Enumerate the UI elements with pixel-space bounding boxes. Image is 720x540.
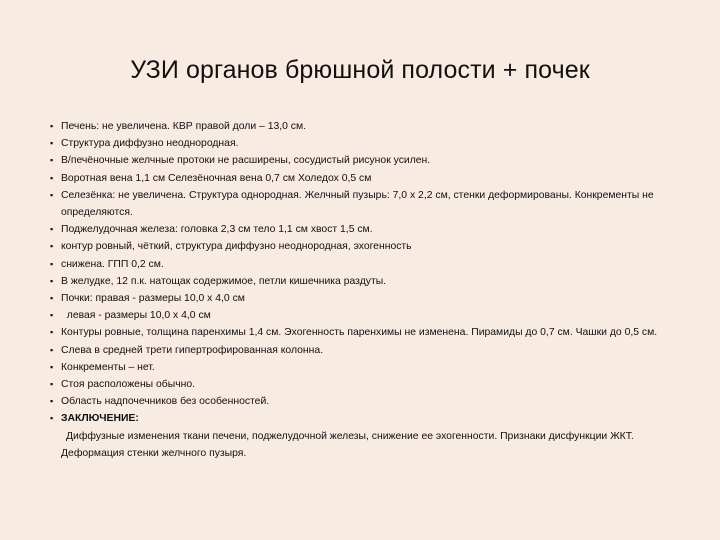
list-item xyxy=(50,170,680,187)
slide-title: УЗИ органов брюшной полости + почек xyxy=(130,56,590,84)
list-item-text: левая - размеры 10,0 х 4,0 см xyxy=(61,310,211,322)
list-item xyxy=(50,187,680,221)
bullet-icon: ▪ xyxy=(50,155,54,166)
bullet-icon: ▪ xyxy=(50,293,54,304)
conclusion-heading-item xyxy=(50,410,680,427)
bullet-icon: ▪ xyxy=(50,344,54,355)
list-item xyxy=(50,307,680,324)
list-item-text: Слева в средней трети гипертрофированная колонна. xyxy=(61,344,324,356)
list-item xyxy=(50,238,680,255)
bullet-icon: ▪ xyxy=(50,121,54,131)
list-item-text: снижена. ГПП 0,2 см. xyxy=(61,258,164,270)
list-item-text: Селезёнка: не увеличена. Структура однородная. Желчный пузырь: 7,0 х 2,2 см, стенки деформированы. Конкременты не определяются. xyxy=(61,189,654,219)
bullet-icon: ▪ xyxy=(50,327,54,338)
bullet-icon: ▪ xyxy=(50,310,54,321)
list-item-text: Структура диффузно неоднородная. xyxy=(61,138,239,150)
bullet-icon: ▪ xyxy=(50,361,54,372)
list-item-text: В/печёночные желчные протоки не расширены, сосудистый рисунок усилен. xyxy=(61,155,431,167)
list-item xyxy=(50,118,680,135)
list-item xyxy=(50,324,680,341)
list-item xyxy=(50,273,680,290)
list-item-text: Воротная вена 1,1 см Селезёночная вена 0,7 см Холедох 0,5 см xyxy=(61,172,372,184)
bullet-icon: ▪ xyxy=(50,138,54,149)
conclusion-heading: ЗАКЛЮЧЕНИЕ: xyxy=(61,413,139,425)
list-item-text: Стоя расположены обычно. xyxy=(61,379,196,391)
list-item xyxy=(50,359,680,376)
list-item-text: контур ровный, чёткий, структура диффузно неоднородная, эхогенность xyxy=(61,241,412,253)
bullet-icon: ▪ xyxy=(50,258,54,269)
findings-list xyxy=(50,118,680,428)
list-item-text: Печень: не увеличена. КВР правой доли – 13,0 см. xyxy=(61,121,307,132)
bullet-icon: ▪ xyxy=(50,172,54,183)
list-item xyxy=(50,221,680,238)
list-item-text: В желудке, 12 п.к. натощак содержимое, петли кишечника раздуты. xyxy=(61,275,387,287)
bullet-icon: ▪ xyxy=(50,241,54,252)
bullet-icon: ▪ xyxy=(50,413,54,424)
list-item xyxy=(50,393,680,410)
list-item-text: Почки: правая - размеры 10,0 х 4,0 см xyxy=(61,293,245,305)
list-item-text: Поджелудочная железа: головка 2,3 см тело 1,1 см хвост 1,5 см. xyxy=(61,224,373,236)
bullet-icon: ▪ xyxy=(50,275,54,286)
bullet-icon: ▪ xyxy=(50,189,54,200)
list-item xyxy=(50,256,680,273)
list-item xyxy=(50,376,680,393)
bullet-icon: ▪ xyxy=(50,224,54,235)
conclusion-text: Диффузные изменения ткани печени, поджелудочной железы, снижение ее эхогенности. Признаки дисфункции ЖКТ. Деформация стенки желчного пузыря. xyxy=(61,431,634,460)
bullet-icon: ▪ xyxy=(50,396,54,407)
bullet-icon: ▪ xyxy=(50,379,54,390)
list-item-text: Контуры ровные, толщина паренхимы 1,4 см. Эхогенность паренхимы не изменена. Пирамиды до 0,7 см. Чашки до 0,5 см. xyxy=(61,327,658,339)
list-item xyxy=(50,342,680,359)
list-item xyxy=(50,152,680,169)
list-item-text: Область надпочечников без особенностей. xyxy=(61,396,270,408)
list-item-text: Конкременты – нет. xyxy=(61,361,155,373)
list-item xyxy=(50,135,680,152)
list-item xyxy=(50,290,680,307)
